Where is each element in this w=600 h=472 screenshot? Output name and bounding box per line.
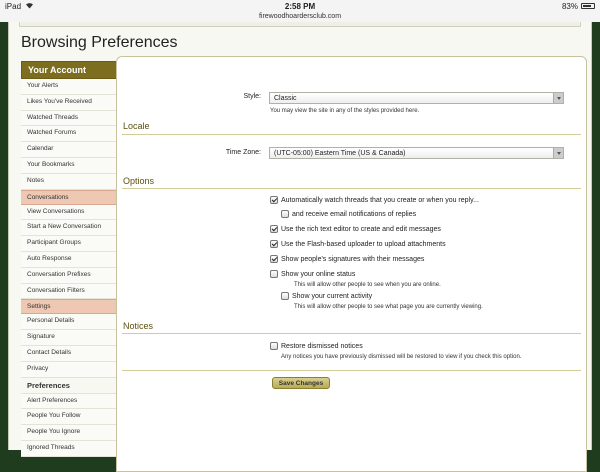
style-label: Style:: [243, 93, 261, 100]
sidebar-heading-conversations[interactable]: Conversations: [21, 190, 118, 205]
restore-notices-hint: Any notices you have previously dismissed will be restored to view if you check this option.: [281, 354, 522, 360]
checkbox-rich-text[interactable]: [270, 225, 278, 233]
restore-notices-label: Restore dismissed notices: [281, 342, 363, 350]
email-notify-checkbox[interactable]: [281, 210, 416, 218]
current-activity-hint: This will allow other people to see what page you are currently viewing.: [294, 304, 483, 310]
checkbox-email-notify[interactable]: [281, 210, 289, 218]
save-changes-button[interactable]: Save Changes: [272, 377, 330, 389]
flash-uploader-label: Use the Flash-based uploader to upload attachments: [281, 240, 446, 248]
sidebar-item-alert-preferences[interactable]: Alert Preferences: [21, 394, 118, 410]
sidebar-heading-settings[interactable]: Settings: [21, 299, 118, 314]
sidebar-item-preferences[interactable]: Preferences: [21, 378, 118, 394]
rich-text-checkbox[interactable]: [270, 225, 441, 233]
sidebar-item-watched-threads[interactable]: Watched Threads: [21, 111, 118, 127]
timezone-label: Time Zone:: [225, 149, 261, 156]
sidebar-item-conversation-filters[interactable]: Conversation Filters: [21, 284, 118, 300]
show-signatures-checkbox[interactable]: [270, 255, 424, 263]
sidebar-heading-your-account[interactable]: Your Account: [21, 61, 118, 79]
timezone-select[interactable]: [269, 147, 564, 159]
page-container: [8, 22, 592, 450]
account-sidebar: [21, 61, 118, 457]
checkbox-auto-watch[interactable]: [270, 196, 278, 204]
form-footer-divider: [122, 370, 581, 371]
address-bar[interactable]: firewoodhoardersclub.com: [0, 12, 600, 22]
online-status-checkbox[interactable]: [270, 270, 355, 278]
sidebar-item-your-alerts[interactable]: Your Alerts: [21, 79, 118, 95]
notices-divider: [122, 333, 581, 334]
sidebar-item-conversation-prefixes[interactable]: Conversation Prefixes: [21, 268, 118, 284]
sidebar-item-auto-response[interactable]: Auto Response: [21, 252, 118, 268]
battery-percent: 83%: [561, 1, 578, 11]
style-hint: You may view the site in any of the styles provided here.: [270, 108, 420, 114]
options-section-title: Options: [123, 176, 155, 186]
flash-uploader-checkbox[interactable]: [270, 240, 446, 248]
online-status-label: Show your online status: [281, 270, 356, 278]
wifi-icon: [25, 2, 34, 11]
email-notify-label: and receive email notifications of replies: [292, 210, 417, 218]
sidebar-item-people-you-follow[interactable]: People You Follow: [21, 409, 118, 425]
current-activity-checkbox[interactable]: [281, 292, 372, 300]
rich-text-label: Use the rich text editor to create and edit messages: [281, 225, 441, 233]
locale-section-title: Locale: [123, 121, 150, 131]
sidebar-item-likes-received[interactable]: Likes You've Received: [21, 95, 118, 111]
page-title: Browsing Preferences: [21, 34, 178, 51]
checkbox-current-activity[interactable]: [281, 292, 289, 300]
sidebar-item-signature[interactable]: Signature: [21, 330, 118, 346]
chevron-down-icon: [553, 93, 563, 103]
sidebar-item-ignored-threads[interactable]: Ignored Threads: [21, 441, 118, 457]
sidebar-item-start-conversation[interactable]: Start a New Conversation: [21, 220, 118, 236]
chevron-down-icon: [553, 148, 563, 158]
style-select-value: Classic: [274, 95, 297, 102]
restore-notices-checkbox[interactable]: [270, 342, 363, 350]
checkbox-restore-notices[interactable]: [270, 342, 278, 350]
top-nav-remnant: [19, 22, 581, 27]
sidebar-item-people-you-ignore[interactable]: People You Ignore: [21, 425, 118, 441]
checkbox-online-status[interactable]: [270, 270, 278, 278]
notices-section-title: Notices: [123, 321, 154, 331]
options-divider: [122, 188, 581, 189]
sidebar-item-privacy[interactable]: Privacy: [21, 362, 118, 378]
clock: 2:58 PM: [284, 1, 316, 11]
style-select[interactable]: [269, 92, 564, 104]
checkbox-flash-uploader[interactable]: [270, 240, 278, 248]
auto-watch-checkbox[interactable]: [270, 196, 479, 204]
sidebar-item-personal-details[interactable]: Personal Details: [21, 314, 118, 330]
online-status-hint: This will allow other people to see when you are online.: [294, 282, 441, 288]
locale-divider: [122, 134, 581, 135]
device-label: iPad: [5, 1, 22, 11]
sidebar-item-your-bookmarks[interactable]: Your Bookmarks: [21, 158, 118, 174]
show-signatures-label: Show people's signatures with their messages: [281, 255, 425, 263]
preferences-form: [116, 56, 587, 472]
sidebar-item-contact-details[interactable]: Contact Details: [21, 346, 118, 362]
sidebar-item-participant-groups[interactable]: Participant Groups: [21, 236, 118, 252]
auto-watch-label: Automatically watch threads that you create or when you reply...: [281, 196, 479, 204]
sidebar-item-watched-forums[interactable]: Watched Forums: [21, 126, 118, 142]
sidebar-item-notes[interactable]: Notes: [21, 174, 118, 190]
sidebar-item-view-conversations[interactable]: View Conversations: [21, 205, 118, 221]
timezone-select-value: (UTC-05:00) Eastern Time (US & Canada): [274, 150, 406, 157]
current-activity-label: Show your current activity: [292, 292, 373, 300]
sidebar-item-calendar[interactable]: Calendar: [21, 142, 118, 158]
ios-status-bar: [0, 0, 600, 12]
checkbox-show-signatures[interactable]: [270, 255, 278, 263]
battery-icon: [581, 3, 595, 9]
